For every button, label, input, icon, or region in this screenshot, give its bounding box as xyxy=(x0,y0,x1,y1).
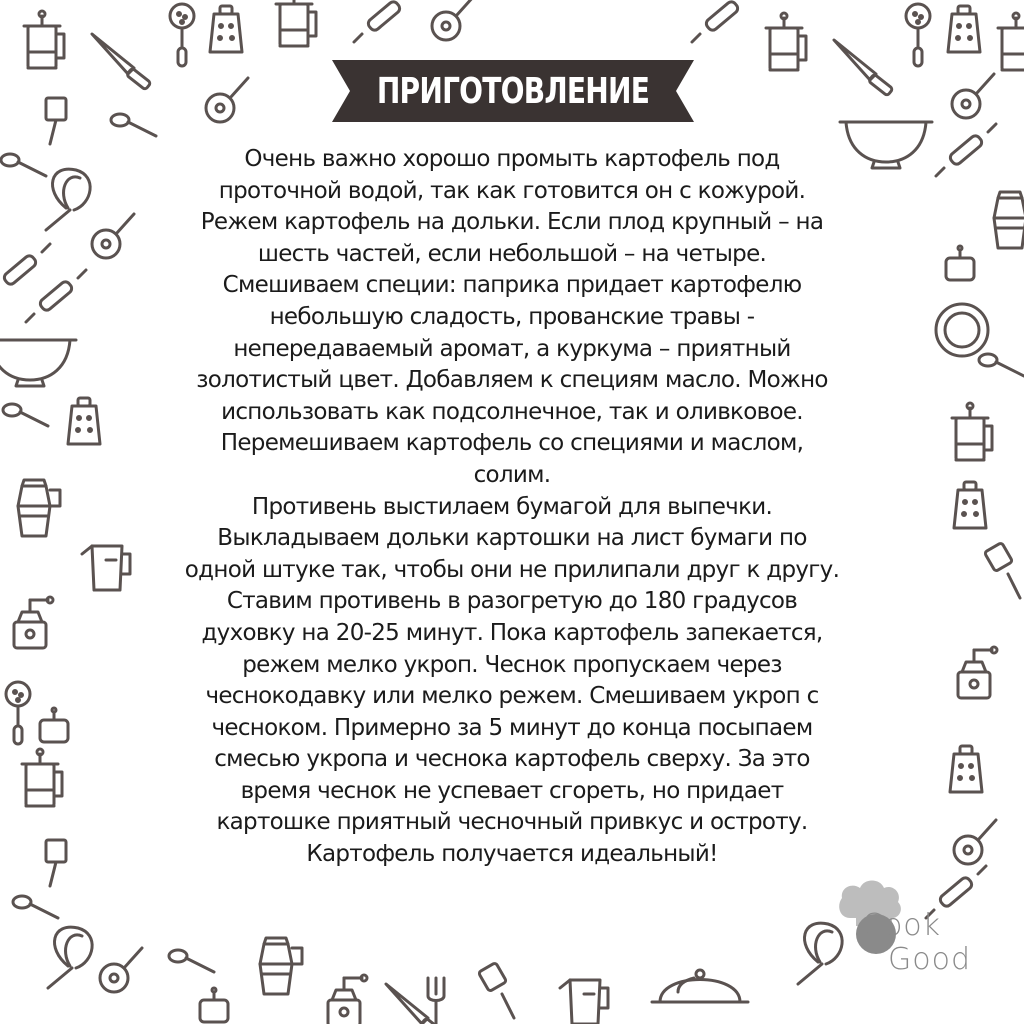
recipe-instructions xyxy=(150,144,874,871)
spoon-icon xyxy=(13,896,58,918)
measuring-cup-icon xyxy=(82,546,130,590)
spoon-icon xyxy=(169,950,214,972)
page-title: ПРИГОТОВЛЕНИЕ xyxy=(376,70,650,112)
knife-icon xyxy=(834,40,893,96)
logo-text-good: Good xyxy=(888,942,971,977)
logo-text-cook: Cook xyxy=(862,908,942,943)
text-line: Выкладываем дольки картошки на лист бумаги по xyxy=(217,525,807,552)
text-line: чеснокодавку или мелко режем. Смешиваем укроп с xyxy=(205,683,819,710)
text-line: золотистый цвет. Добавляем к специям масло. Можно xyxy=(196,367,828,394)
cleaver-icon xyxy=(46,840,66,886)
spatula-icon xyxy=(984,542,1020,598)
whisk-icon xyxy=(48,927,92,988)
cleaver-icon xyxy=(46,98,66,144)
text-line: использовать как подсолнечное, так и оливковое. xyxy=(221,398,803,425)
pizza-cutter-icon xyxy=(954,820,996,864)
text-line: время чеснок не успевает сгореть, но придает xyxy=(240,777,784,804)
text-line: шесть частей, если небольшой – на четыре. xyxy=(257,240,767,267)
text-line: непередаваемый аромат, а куркума – приятный xyxy=(233,335,791,362)
coffee-grinder-icon xyxy=(328,975,367,1024)
grater-icon xyxy=(210,6,242,52)
measuring-cup-icon xyxy=(560,980,608,1024)
text-line: Смешиваем специи: паприка придает картофелю xyxy=(222,272,802,299)
bowl-icon xyxy=(0,340,76,386)
grater-icon xyxy=(948,6,980,52)
text-line: Картофель получается идеальный! xyxy=(306,841,718,868)
rolling-pin-icon xyxy=(936,124,996,176)
text-line: солим. xyxy=(473,461,551,488)
text-line: Очень важно хорошо промыть картофель под xyxy=(244,146,780,172)
pizza-cutter-icon xyxy=(206,78,248,122)
pizza-cutter-icon xyxy=(100,948,142,992)
text-line: режем мелко укроп. Чеснок пропускаем через xyxy=(242,651,782,678)
cutting-board-icon xyxy=(40,708,68,742)
rolling-pin-icon xyxy=(692,0,752,42)
spatula-icon xyxy=(478,962,514,1018)
text-line: картошке приятный чесночный привкус и остроту. xyxy=(216,809,808,836)
grater-icon xyxy=(954,482,986,528)
text-line: Режем картофель на дольки. Если плод крупный – на xyxy=(200,209,824,236)
fork-icon xyxy=(428,978,444,1024)
french-press-icon xyxy=(24,11,64,68)
text-line: Противень выстилаем бумагой для выпечки. xyxy=(251,493,773,520)
grater-icon xyxy=(68,398,100,444)
text-line: Ставим противень в разогретую до 180 градусов xyxy=(226,588,798,615)
slotted-spoon-icon xyxy=(906,4,930,66)
slotted-spoon-icon xyxy=(6,682,30,744)
french-press-icon xyxy=(998,13,1024,70)
cutting-board-icon xyxy=(946,246,974,280)
text-line: смесью укропа и чеснока картофель сверху. За это xyxy=(214,746,810,773)
spoon-icon xyxy=(1,154,46,176)
pizza-cutter-icon xyxy=(952,74,994,118)
moka-pot-icon xyxy=(18,480,60,536)
cutting-board-icon xyxy=(200,988,228,1022)
slotted-spoon-icon xyxy=(170,4,194,66)
coffee-grinder-icon xyxy=(958,647,997,698)
plate-icon xyxy=(936,304,988,356)
spoon-icon xyxy=(3,404,48,426)
rolling-pin-icon xyxy=(26,270,86,322)
text-line: одной штуке так, чтобы они не прилипали друг к другу. xyxy=(184,556,840,583)
french-press-icon xyxy=(766,13,806,70)
grater-icon xyxy=(950,746,982,792)
text-line: небольшую сладость, прованские травы - xyxy=(269,303,755,330)
cloche-icon xyxy=(652,970,748,1002)
text-line: чесноком. Примерно за 5 минут до конца посыпаем xyxy=(211,714,813,741)
whisk-icon xyxy=(46,169,90,230)
text-line: духовку на 20-25 минут. Пока картофель запекается, xyxy=(201,619,823,646)
spoon-icon xyxy=(979,354,1024,376)
french-press-icon xyxy=(276,0,316,46)
text-line: проточной водой, так как готовится он с кожурой. xyxy=(218,177,806,204)
pizza-cutter-icon xyxy=(432,0,474,40)
coffee-grinder-icon xyxy=(14,597,53,648)
rolling-pin-icon xyxy=(354,0,414,42)
rolling-pin-icon xyxy=(0,244,50,296)
moka-pot-icon xyxy=(260,938,302,994)
spoon-icon xyxy=(111,114,156,136)
knife-icon xyxy=(92,34,151,90)
french-press-icon xyxy=(952,403,992,460)
text-line: Перемешиваем картофель со специями и маслом, xyxy=(220,430,804,457)
pizza-cutter-icon xyxy=(92,214,134,258)
french-press-icon xyxy=(22,749,62,806)
moka-pot-icon xyxy=(994,192,1024,248)
